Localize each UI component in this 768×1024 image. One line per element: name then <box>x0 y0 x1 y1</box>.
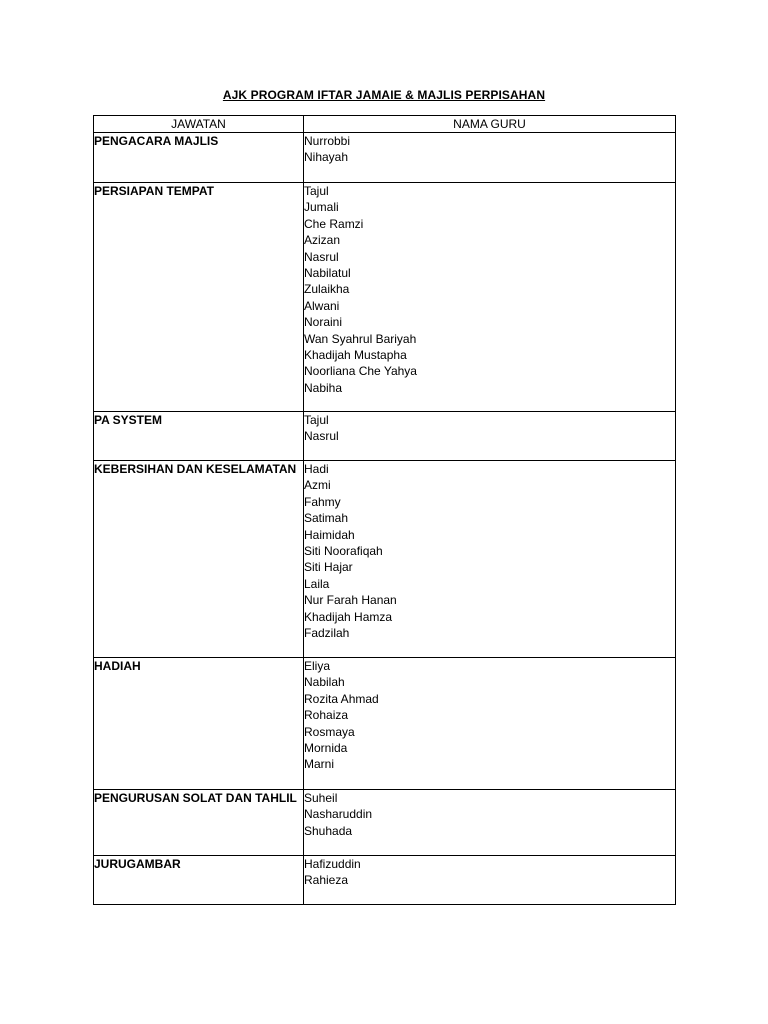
teacher-name: Mornida <box>304 741 348 756</box>
teacher-name: Jumali <box>304 200 339 215</box>
committee-table <box>93 115 676 905</box>
table-header-row <box>94 116 676 133</box>
role-cell: HADIAH <box>94 658 304 790</box>
document-title: AJK PROGRAM IFTAR JAMAIE & MAJLIS PERPISAHAN <box>222 88 546 102</box>
teacher-name: Azmi <box>304 478 331 493</box>
teacher-name: Nurrobbi <box>304 134 351 148</box>
teacher-name: Rahieza <box>304 873 349 888</box>
role-cell: PERSIAPAN TEMPAT <box>94 183 304 412</box>
table-row <box>94 856 676 905</box>
teacher-name: Noraini <box>304 315 343 330</box>
teacher-name: Zulaikha <box>304 282 350 297</box>
teacher-name: Marni <box>304 757 335 772</box>
table-row <box>94 658 676 790</box>
table-row <box>94 790 676 856</box>
teacher-name: Tajul <box>304 413 329 427</box>
teacher-name: Nasharuddin <box>304 807 373 822</box>
teacher-name: Siti Noorafiqah <box>304 544 383 559</box>
teacher-name: Khadijah Hamza <box>304 609 393 624</box>
role-cell: PA SYSTEM <box>94 412 304 461</box>
names-cell <box>304 133 676 183</box>
teacher-name: Suheil <box>304 791 338 805</box>
teacher-name: Fahmy <box>304 494 341 509</box>
teacher-name: Satimah <box>304 511 349 526</box>
table-row <box>94 133 676 183</box>
teacher-name: Noorliana Che Yahya <box>304 364 417 379</box>
teacher-name: Hadi <box>304 462 329 476</box>
teacher-name: Nabilah <box>304 675 345 690</box>
teacher-name: Nur Farah Hanan <box>304 593 397 608</box>
names-cell <box>304 461 676 658</box>
role-cell: PENGACARA MAJLIS <box>94 133 304 183</box>
names-cell <box>304 658 676 790</box>
role-cell: KEBERSIHAN DAN KESELAMATAN <box>94 461 304 658</box>
teacher-name: Rozita Ahmad <box>304 691 379 706</box>
teacher-name: Azizan <box>304 233 341 248</box>
teacher-name: Nabilatul <box>304 266 351 281</box>
role-cell: PENGURUSAN SOLAT DAN TAHLIL <box>94 790 304 856</box>
teacher-name: Alwani <box>304 298 340 313</box>
teacher-name: Hafizuddin <box>304 857 361 871</box>
teacher-name: Rosmaya <box>304 724 355 739</box>
header-jawatan: JAWATAN <box>94 116 304 133</box>
teacher-name: Nabiha <box>304 380 343 395</box>
teacher-name: Nasrul <box>304 249 339 264</box>
teacher-name: Tajul <box>304 184 329 198</box>
table-row <box>94 461 676 658</box>
teacher-name: Rohaiza <box>304 708 349 723</box>
teacher-name: Wan Syahrul Bariyah <box>304 331 417 346</box>
names-cell <box>304 183 676 412</box>
teacher-name: Laila <box>304 576 330 591</box>
header-nama-guru: NAMA GURU <box>304 116 676 133</box>
role-cell: JURUGAMBAR <box>94 856 304 905</box>
names-cell <box>304 856 676 905</box>
teacher-name: Nasrul <box>304 429 339 444</box>
teacher-name: Siti Hajar <box>304 560 353 575</box>
teacher-name: Shuhada <box>304 823 353 838</box>
table-row <box>94 412 676 461</box>
teacher-name: Nihayah <box>304 150 349 165</box>
table-row <box>94 183 676 412</box>
teacher-name: Khadijah Mustapha <box>304 348 407 363</box>
names-cell <box>304 790 676 856</box>
teacher-name: Haimidah <box>304 527 355 542</box>
teacher-name: Fadzilah <box>304 626 350 641</box>
teacher-name: Eliya <box>304 659 331 673</box>
names-cell <box>304 412 676 461</box>
teacher-name: Che Ramzi <box>304 216 364 231</box>
